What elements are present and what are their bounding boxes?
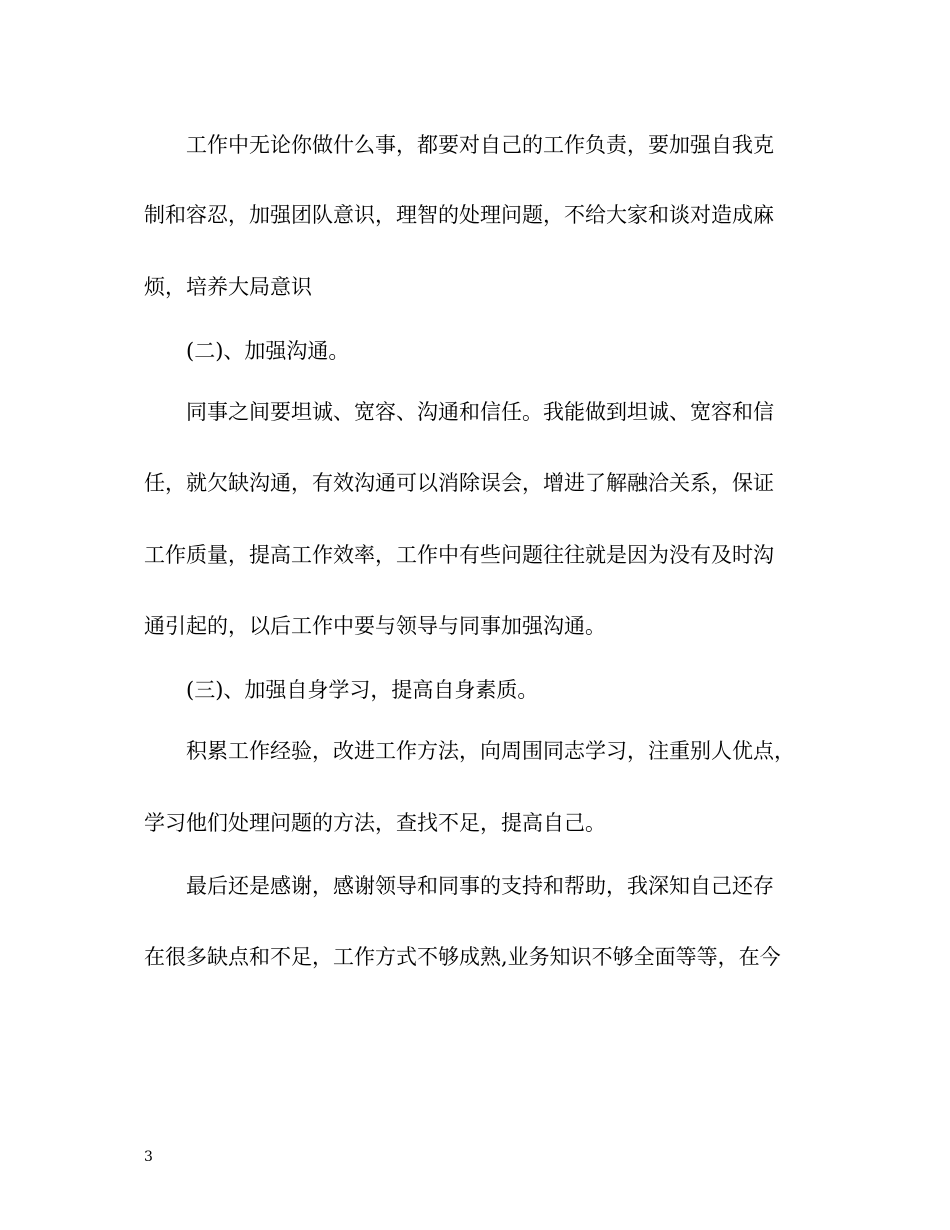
paragraph-line: 同事之间要坦诚、宽容、沟通和信任。我能做到坦诚、宽容和信 bbox=[186, 400, 774, 424]
paragraph-line: 最后还是感谢，感谢领导和同事的支持和帮助，我深知自己还存 bbox=[186, 874, 774, 898]
paragraph-line: 任，就欠缺沟通，有效沟通可以消除误会，增进了解融洽关系，保证 bbox=[144, 471, 774, 495]
paragraph-line: 制和容忍，加强团队意识，理智的处理问题，不给大家和谈对造成麻 bbox=[144, 203, 774, 227]
paragraph-line: 在很多缺点和不足，工作方式不够成熟,业务知识不够全面等等，在今 bbox=[144, 945, 781, 969]
paragraph-line: 工作中无论你做什么事，都要对自己的工作负责，要加强自我克 bbox=[186, 133, 774, 157]
page-number: 3 bbox=[144, 1149, 153, 1165]
paragraph-line: 工作质量，提高工作效率，工作中有些问题往往就是因为没有及时沟 bbox=[144, 543, 774, 567]
section-heading: (三)、加强自身学习，提高自身素质。 bbox=[186, 678, 539, 702]
paragraph-line: 学习他们处理问题的方法，查找不足，提高自己。 bbox=[144, 811, 606, 835]
paragraph-line: 通引起的，以后工作中要与领导与同事加强沟通。 bbox=[144, 614, 606, 638]
paragraph-line: 积累工作经验，改进工作方法，向周围同志学习，注重别人优点， bbox=[186, 739, 795, 763]
paragraph-line: 烦，培养大局意识 bbox=[144, 275, 312, 299]
section-heading: (二)、加强沟通。 bbox=[186, 339, 350, 363]
